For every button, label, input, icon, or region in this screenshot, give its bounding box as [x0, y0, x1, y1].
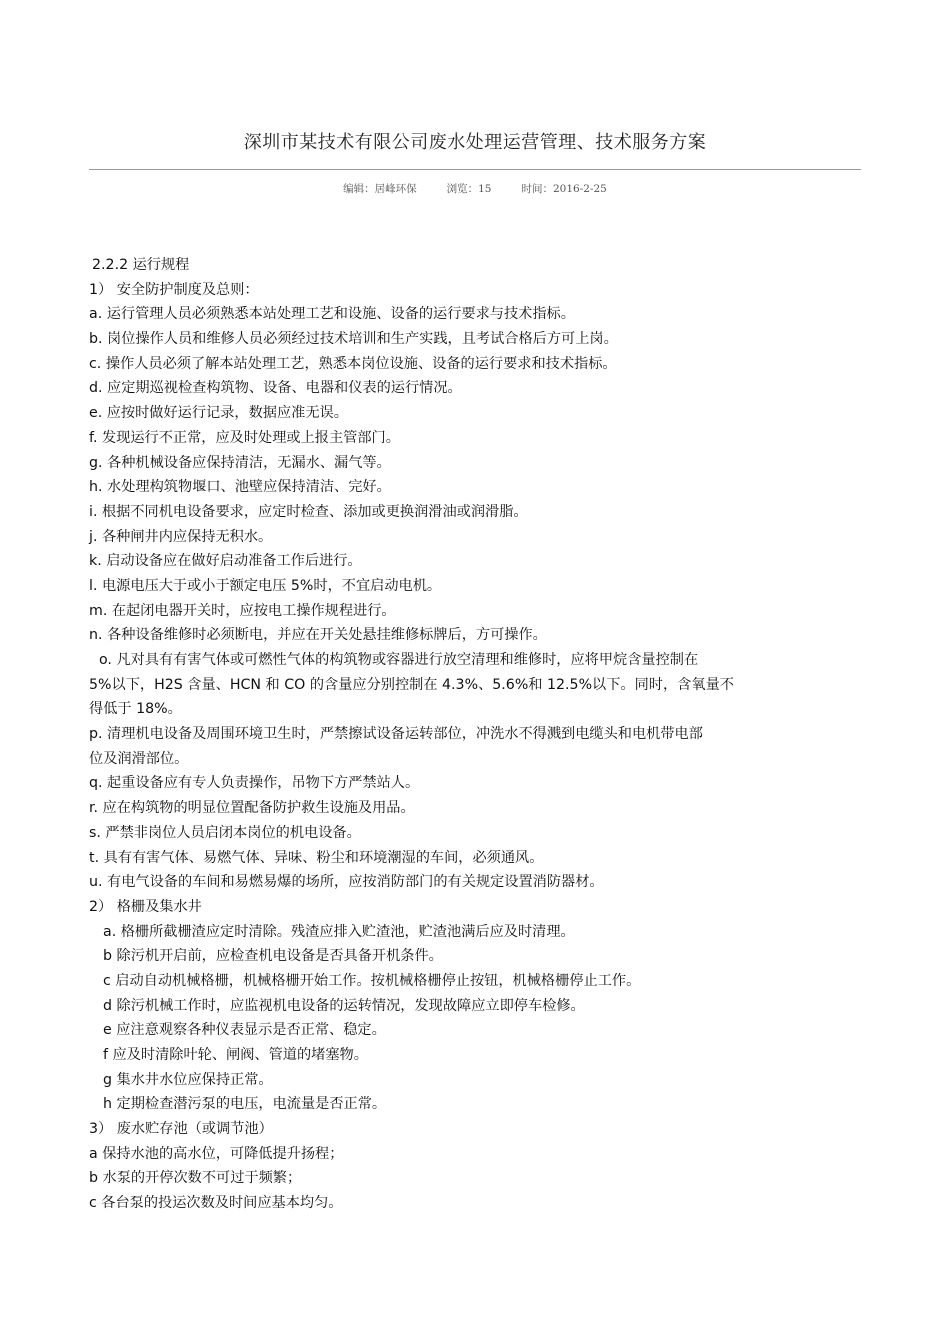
list-item: d 除污机械工作时，应监视机电设备的运转情况，发现故障应立即停车检修。	[103, 997, 585, 1014]
list-item: c 各台泵的投运次数及时间应基本均匀。	[89, 1195, 343, 1212]
list-item: q. 起重设备应有专人负责操作，吊物下方严禁站人。	[89, 775, 420, 792]
list-item: n. 各种设备维修时必须断电，并应在开关处悬挂维修标牌后，方可操作。	[89, 627, 547, 644]
document-body	[89, 253, 865, 1216]
list-item-o-line2: 5%以下，H2S 含量、HCN 和 CO 的含量应分别控制在 4.3%、5.6%和 12.5%以下。同时，含氧量不	[89, 676, 734, 693]
list-item: a. 运行管理人员必须熟悉本站处理工艺和设施、设备的运行要求与技术指标。	[89, 306, 575, 323]
list-item: e. 应按时做好运行记录，数据应准无误。	[89, 405, 348, 422]
list-item: u. 有电气设备的车间和易燃易爆的场所，应按消防部门的有关规定设置消防器材。	[89, 874, 604, 891]
list-item: a. 格栅所截栅渣应定时清除。残渣应排入贮渣池，贮渣池满后应及时清理。	[103, 923, 575, 940]
meta-views: 浏览：15	[446, 183, 492, 195]
list-item: h. 水处理构筑物堰口、池壁应保持清洁、完好。	[89, 479, 391, 496]
list-item: s. 严禁非岗位人员启闭本岗位的机电设备。	[89, 824, 361, 841]
list-item: d. 应定期巡视检查构筑物、设备、电器和仪表的运行情况。	[89, 380, 462, 397]
document-meta	[0, 181, 950, 196]
part3-heading: 3） 废水贮存池（或调节池）	[89, 1121, 273, 1138]
list-item-o-line3: 得低于 18%。	[89, 701, 182, 718]
list-item: a 保持水池的高水位，可降低提升扬程；	[89, 1145, 344, 1162]
list-item: b. 岗位操作人员和维修人员必须经过技术培训和生产实践，且考试合格后方可上岗。	[89, 331, 618, 348]
list-item: b 除污机开启前，应检查机电设备是否具备开机条件。	[103, 948, 443, 965]
part1-heading: 1） 安全防护制度及总则：	[89, 281, 259, 298]
list-item: m. 在起闭电器开关时，应按电工操作规程进行。	[89, 602, 396, 619]
title-divider	[89, 169, 861, 170]
list-item-o-line1: o. 凡对具有有害气体或可燃性气体的构筑物或容器进行放空清理和维修时，应将甲烷含量控制在	[99, 652, 699, 668]
section-heading: 2.2.2 运行规程	[92, 257, 190, 273]
list-item: f 应及时清除叶轮、闸阀、管道的堵塞物。	[103, 1047, 368, 1063]
list-item: g 集水井水位应保持正常。	[103, 1071, 273, 1088]
list-item: i. 根据不同机电设备要求，应定时检查、添加或更换润滑油或润滑脂。	[89, 503, 528, 520]
list-item: c 启动自动机械格栅，机械格栅开始工作。按机械格栅停止按钮，机械格栅停止工作。	[103, 972, 641, 989]
list-item: r. 应在构筑物的明显位置配备防护救生设施及用品。	[89, 800, 415, 817]
list-item-p-line1: p. 清理机电设备及周围环境卫生时，严禁擦试设备运转部位，冲洗水不得溅到电缆头和电机带电部	[89, 726, 703, 743]
list-item: k. 启动设备应在做好启动准备工作后进行。	[89, 553, 362, 570]
meta-time: 时间：2016-2-25	[521, 183, 607, 195]
document-title: 深圳市某技术有限公司废水处理运营管理、技术服务方案	[243, 132, 707, 153]
list-item: f. 发现运行不正常，应及时处理或上报主管部门。	[89, 429, 400, 446]
list-item: e 应注意观察各种仪表显示是否正常、稳定。	[103, 1022, 386, 1039]
list-item-p-line2: 位及润滑部位。	[89, 750, 189, 767]
meta-editor: 编辑：居峰环保	[343, 183, 417, 195]
list-item: j. 各种闸井内应保持无积水。	[89, 528, 273, 545]
list-item: l. 电源电压大于或小于额定电压 5%时，不宜启动电机。	[89, 577, 442, 594]
part2-heading: 2） 格栅及集水井	[89, 898, 202, 915]
list-item: g. 各种机械设备应保持清洁，无漏水、漏气等。	[89, 454, 391, 471]
list-item: t. 具有有害气体、易燃气体、异味、粉尘和环境潮湿的车间，必须通风。	[89, 849, 544, 866]
list-item: h 定期检查潜污泵的电压，电流量是否正常。	[103, 1096, 387, 1113]
list-item: b 水泵的开停次数不可过于频繁；	[89, 1170, 302, 1187]
list-item: c. 操作人员必须了解本站处理工艺，熟悉本岗位设施、设备的运行要求和技术指标。	[89, 355, 617, 372]
